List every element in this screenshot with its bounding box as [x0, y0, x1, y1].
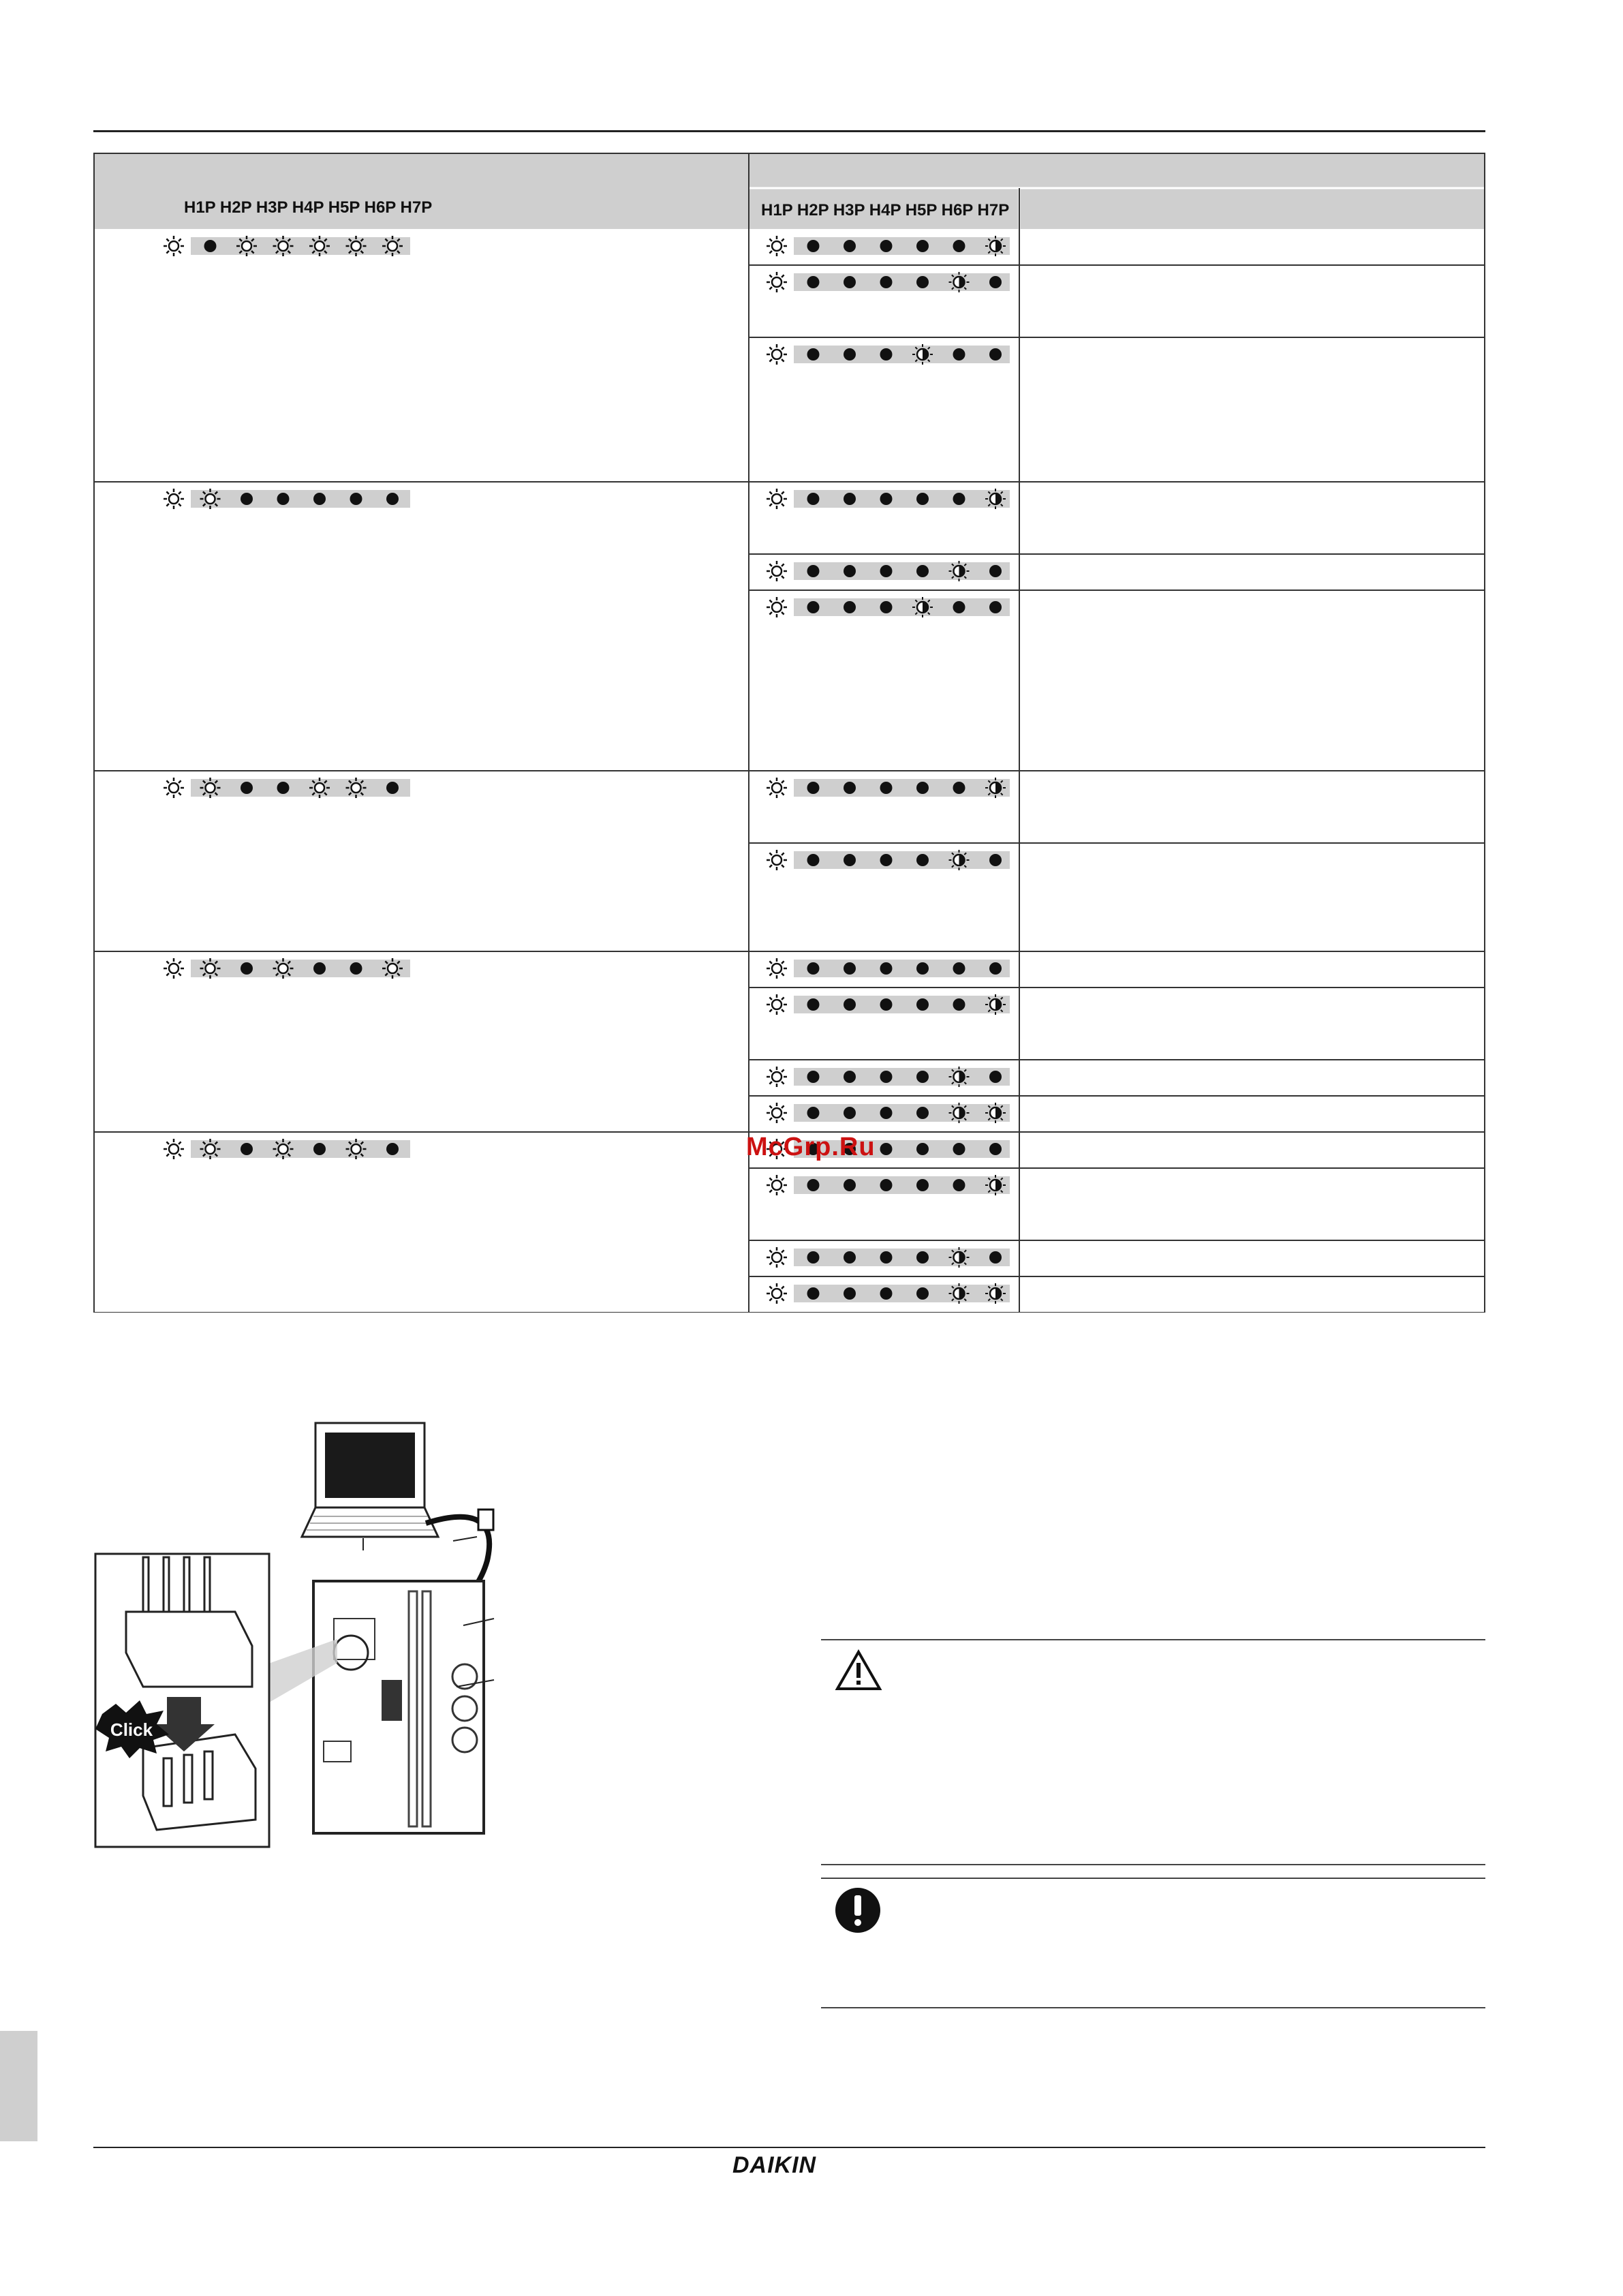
- sun-ray: [166, 504, 169, 506]
- daikin-logo: DAIKIN: [732, 2152, 817, 2178]
- dot-icon: [844, 565, 856, 577]
- dot-icon: [880, 998, 893, 1011]
- dot-icon: [916, 1143, 929, 1155]
- sun-ray: [769, 1262, 772, 1265]
- sun-ray: [769, 793, 772, 795]
- dot-icon: [844, 962, 856, 975]
- dot-icon: [386, 493, 399, 505]
- sun-ray: [782, 1178, 784, 1180]
- dot-icon: [844, 493, 856, 505]
- header-led-labels-right: H1P H2P H3P H4P H5P H6P H7P: [761, 201, 1010, 219]
- sun-icon: [772, 1108, 782, 1118]
- sun-icon: [242, 241, 251, 251]
- sun-ray: [179, 1142, 181, 1144]
- dot-icon: [844, 1179, 856, 1191]
- sun-icon: [388, 964, 397, 973]
- chapter-tab: [0, 2031, 37, 2141]
- sun-icon: [279, 964, 288, 973]
- led-strip: [191, 1140, 410, 1158]
- sun-ray: [769, 600, 772, 602]
- sun-ray: [782, 1298, 784, 1301]
- dot-icon: [989, 1071, 1002, 1083]
- dot-icon: [880, 348, 893, 361]
- sun-ray: [782, 347, 784, 350]
- sun-icon: [169, 783, 179, 793]
- sun-ray: [179, 1154, 181, 1157]
- sun-icon: [169, 1144, 179, 1154]
- sun-ray: [782, 600, 784, 602]
- sun-icon: [772, 241, 782, 251]
- sun-ray: [782, 1286, 784, 1289]
- click-label: Click: [110, 1719, 153, 1740]
- sun-icon: [352, 1144, 361, 1154]
- dot-icon: [807, 240, 820, 252]
- sun-icon: [772, 566, 782, 576]
- sun-ray: [179, 239, 181, 241]
- sun-ray: [769, 961, 772, 964]
- dot-icon: [386, 1143, 399, 1155]
- dot-icon: [916, 854, 929, 866]
- sun-ray: [782, 239, 784, 241]
- sun-icon: [169, 494, 179, 504]
- dot-icon: [277, 782, 290, 794]
- dot-icon: [880, 565, 893, 577]
- sun-ray: [166, 973, 169, 976]
- dot-icon: [953, 240, 965, 252]
- sun-ray: [179, 251, 181, 254]
- led-strip: [794, 851, 1010, 869]
- exclamation-circle-icon: [833, 1886, 882, 1935]
- sun-ray: [769, 1009, 772, 1012]
- sun-ray: [769, 359, 772, 362]
- dot-icon: [844, 240, 856, 252]
- sun-icon: [772, 1289, 782, 1298]
- dot-icon: [953, 998, 965, 1011]
- sun-ray: [769, 1286, 772, 1289]
- sun-ray: [166, 251, 169, 254]
- dot-icon: [807, 1251, 820, 1264]
- dot-icon: [241, 962, 253, 975]
- sun-ray: [769, 576, 772, 579]
- sun-icon: [206, 783, 215, 793]
- dot-icon: [844, 1251, 856, 1264]
- dot-icon: [916, 1179, 929, 1191]
- sun-icon: [772, 350, 782, 359]
- sun-icon: [206, 964, 215, 973]
- sun-ray: [769, 1069, 772, 1072]
- header-rule: [93, 130, 1485, 132]
- sun-ray: [782, 491, 784, 494]
- dot-icon: [844, 782, 856, 794]
- dot-icon: [953, 962, 965, 975]
- sun-icon: [315, 783, 324, 793]
- dot-icon: [880, 1143, 893, 1155]
- led-strip: [794, 779, 1010, 797]
- sun-icon: [772, 1253, 782, 1262]
- dot-icon: [807, 1071, 820, 1083]
- sun-ray: [166, 780, 169, 783]
- dot-icon: [916, 276, 929, 288]
- dot-icon: [953, 493, 965, 505]
- dot-icon: [277, 493, 290, 505]
- sun-ray: [179, 793, 181, 795]
- sun-ray: [782, 1105, 784, 1108]
- sun-ray: [769, 1250, 772, 1253]
- dot-icon: [880, 1287, 893, 1300]
- sun-icon: [315, 241, 324, 251]
- sun-ray: [782, 865, 784, 868]
- dot-icon: [989, 348, 1002, 361]
- sun-icon: [206, 494, 215, 504]
- sun-ray: [782, 1190, 784, 1193]
- sun-ray: [782, 251, 784, 254]
- led-strip: [794, 562, 1010, 580]
- dot-icon: [953, 1143, 965, 1155]
- sun-ray: [782, 961, 784, 964]
- dot-icon: [989, 1251, 1002, 1264]
- led-strip: [794, 1104, 1010, 1122]
- led-strip: [794, 490, 1010, 508]
- sun-icon: [772, 494, 782, 504]
- sun-ray: [782, 287, 784, 290]
- dot-icon: [880, 1179, 893, 1191]
- dot-icon: [916, 782, 929, 794]
- watermark: McGrp.Ru: [746, 1133, 876, 1161]
- sun-ray: [769, 491, 772, 494]
- led-strip: [191, 490, 410, 508]
- led-strip: [794, 1249, 1010, 1266]
- dot-icon: [989, 1143, 1002, 1155]
- led-strip: [191, 779, 410, 797]
- sun-icon: [772, 1000, 782, 1009]
- sun-ray: [782, 504, 784, 506]
- sun-ray: [769, 287, 772, 290]
- sun-ray: [782, 780, 784, 783]
- sun-ray: [769, 1105, 772, 1108]
- sun-ray: [179, 780, 181, 783]
- dot-icon: [916, 962, 929, 975]
- sun-ray: [769, 347, 772, 350]
- dot-icon: [989, 962, 1002, 975]
- warning-triangle-icon: [835, 1649, 882, 1692]
- header-led-labels-left: H1P H2P H3P H4P H5P H6P H7P: [184, 198, 433, 217]
- sun-ray: [782, 1262, 784, 1265]
- dot-icon: [807, 998, 820, 1011]
- dot-icon: [880, 601, 893, 613]
- led-strip: [794, 1068, 1010, 1086]
- dot-icon: [880, 493, 893, 505]
- sun-ray: [769, 1178, 772, 1180]
- sun-ray: [782, 1009, 784, 1012]
- sun-ray: [782, 1118, 784, 1120]
- sun-icon: [352, 241, 361, 251]
- dot-icon: [807, 1287, 820, 1300]
- sun-icon: [279, 1144, 288, 1154]
- dot-icon: [880, 240, 893, 252]
- sun-ray: [769, 780, 772, 783]
- dot-icon: [916, 1071, 929, 1083]
- dot-icon: [989, 276, 1002, 288]
- dot-icon: [241, 782, 253, 794]
- dot-icon: [844, 854, 856, 866]
- dot-icon: [844, 1287, 856, 1300]
- sun-ray: [166, 239, 169, 241]
- dot-icon: [807, 601, 820, 613]
- sun-ray: [769, 1190, 772, 1193]
- dot-icon: [953, 782, 965, 794]
- led-strip: [794, 273, 1010, 291]
- sun-ray: [782, 612, 784, 615]
- dot-icon: [386, 782, 399, 794]
- dot-icon: [844, 601, 856, 613]
- sun-icon: [169, 241, 179, 251]
- sun-ray: [782, 359, 784, 362]
- dot-icon: [916, 1287, 929, 1300]
- sun-ray: [782, 1250, 784, 1253]
- dot-icon: [880, 1071, 893, 1083]
- usb-plug-icon: [478, 1510, 493, 1530]
- dot-icon: [916, 493, 929, 505]
- led-strip: [794, 1176, 1010, 1194]
- dot-icon: [807, 1179, 820, 1191]
- pcb-board-icon: [313, 1581, 484, 1833]
- sun-icon: [352, 783, 361, 793]
- led-strip: [794, 1285, 1010, 1302]
- dot-icon: [313, 493, 326, 505]
- sun-ray: [782, 275, 784, 277]
- sun-ray: [769, 612, 772, 615]
- sun-ray: [782, 793, 784, 795]
- dot-icon: [204, 240, 217, 252]
- dot-icon: [953, 348, 965, 361]
- sun-icon: [772, 855, 782, 865]
- dot-icon: [241, 493, 253, 505]
- sun-ray: [769, 997, 772, 1000]
- sun-ray: [769, 251, 772, 254]
- sun-icon: [279, 241, 288, 251]
- dot-icon: [350, 962, 362, 975]
- table-header-left: [93, 153, 749, 229]
- led-strip: [191, 960, 410, 977]
- dot-icon: [807, 565, 820, 577]
- dot-icon: [807, 854, 820, 866]
- sun-ray: [769, 504, 772, 506]
- connection-figure: [89, 1414, 511, 1850]
- sun-ray: [769, 1298, 772, 1301]
- dot-icon: [844, 1107, 856, 1119]
- caution-note: [821, 1639, 1485, 1864]
- sun-ray: [769, 1082, 772, 1084]
- sun-icon: [169, 964, 179, 973]
- sun-ray: [166, 491, 169, 494]
- sun-ray: [782, 576, 784, 579]
- sun-ray: [782, 1082, 784, 1084]
- sun-ray: [769, 853, 772, 855]
- sun-ray: [179, 491, 181, 494]
- dot-icon: [916, 998, 929, 1011]
- dot-icon: [953, 1179, 965, 1191]
- dot-icon: [989, 601, 1002, 613]
- sun-icon: [772, 1180, 782, 1190]
- sun-ray: [782, 997, 784, 1000]
- dot-icon: [844, 1071, 856, 1083]
- sun-ray: [782, 973, 784, 976]
- dot-icon: [880, 276, 893, 288]
- dot-icon: [916, 240, 929, 252]
- sun-ray: [769, 239, 772, 241]
- dot-icon: [916, 565, 929, 577]
- dot-icon: [880, 782, 893, 794]
- dot-icon: [807, 1107, 820, 1119]
- dot-icon: [989, 854, 1002, 866]
- dot-icon: [807, 962, 820, 975]
- dot-icon: [916, 1107, 929, 1119]
- dot-icon: [880, 854, 893, 866]
- led-strip: [794, 960, 1010, 977]
- dot-icon: [880, 962, 893, 975]
- sun-ray: [166, 793, 169, 795]
- dot-icon: [807, 348, 820, 361]
- laptop-icon: [302, 1423, 438, 1550]
- dot-icon: [880, 1107, 893, 1119]
- sun-ray: [769, 564, 772, 566]
- dot-icon: [807, 493, 820, 505]
- led-strip: [794, 237, 1010, 255]
- dot-icon: [989, 565, 1002, 577]
- sun-icon: [772, 277, 782, 287]
- sun-ray: [769, 865, 772, 868]
- sun-icon: [772, 602, 782, 612]
- dot-icon: [844, 348, 856, 361]
- dot-icon: [313, 1143, 326, 1155]
- footer-rule: [93, 2147, 1485, 2148]
- sun-ray: [782, 564, 784, 566]
- led-strip: [794, 598, 1010, 616]
- sun-ray: [782, 853, 784, 855]
- dot-icon: [313, 962, 326, 975]
- sun-ray: [769, 973, 772, 976]
- dot-icon: [916, 1251, 929, 1264]
- sun-ray: [179, 973, 181, 976]
- dot-icon: [807, 276, 820, 288]
- sun-ray: [179, 961, 181, 964]
- led-strip: [191, 237, 410, 255]
- dot-icon: [807, 782, 820, 794]
- sun-ray: [166, 961, 169, 964]
- sun-icon: [206, 1144, 215, 1154]
- sun-icon: [772, 1072, 782, 1082]
- dot-icon: [241, 1143, 253, 1155]
- dot-icon: [844, 998, 856, 1011]
- sun-ray: [769, 275, 772, 277]
- led-strip: [794, 346, 1010, 363]
- sun-ray: [166, 1142, 169, 1144]
- sun-ray: [769, 1118, 772, 1120]
- dot-icon: [350, 493, 362, 505]
- sun-icon: [388, 241, 397, 251]
- dot-icon: [880, 1251, 893, 1264]
- sun-icon: [772, 783, 782, 793]
- notice-note: [821, 1878, 1485, 2007]
- sun-ray: [782, 1069, 784, 1072]
- sun-ray: [179, 504, 181, 506]
- dot-icon: [953, 601, 965, 613]
- dot-icon: [844, 276, 856, 288]
- led-strip: [794, 996, 1010, 1013]
- sun-ray: [166, 1154, 169, 1157]
- sun-icon: [772, 964, 782, 973]
